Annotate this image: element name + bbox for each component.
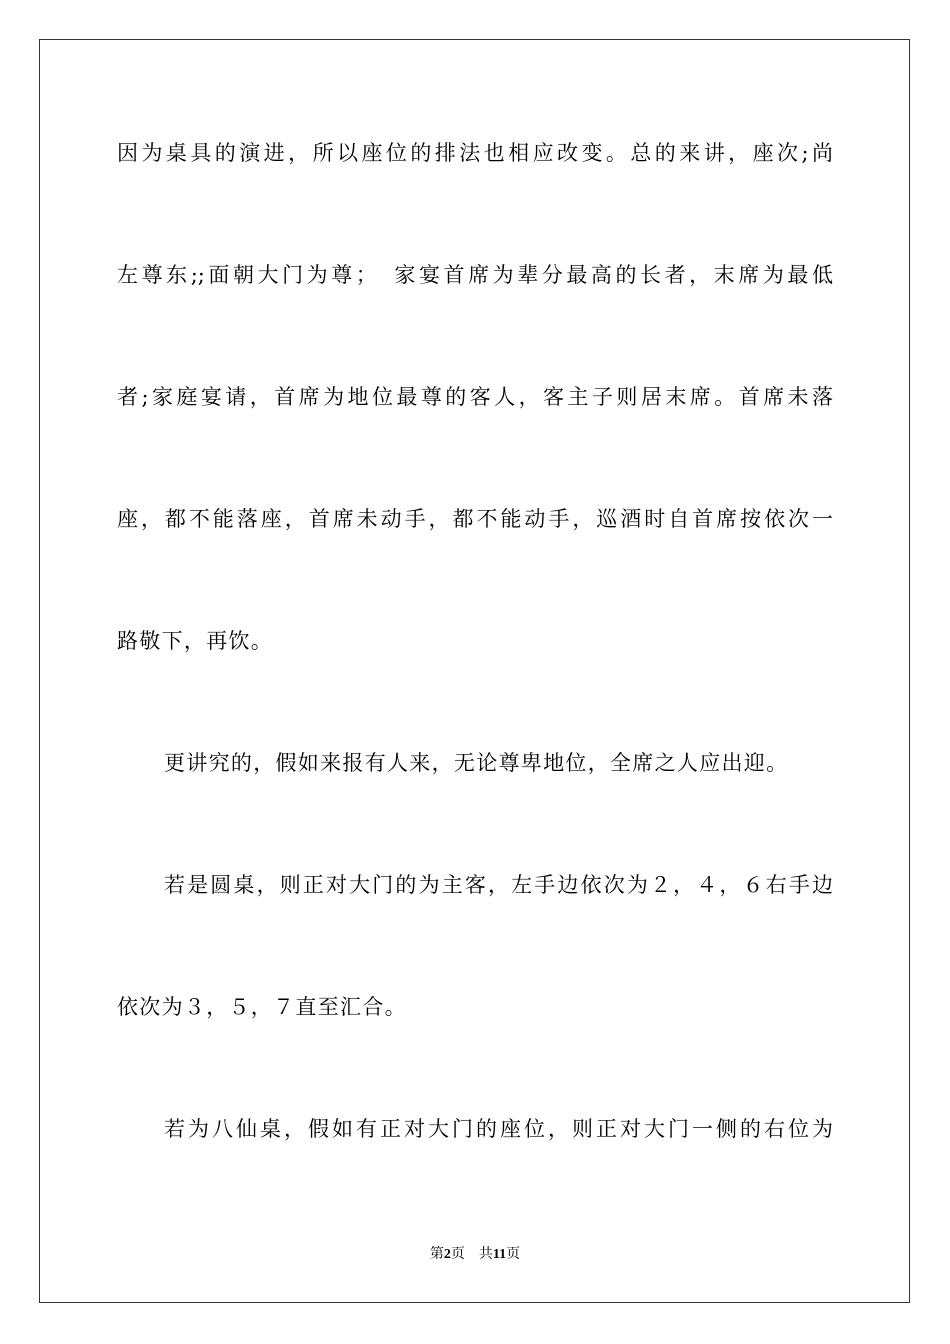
footer-total-prefix: 共 [478, 1247, 493, 1262]
text-line-6: 更讲究的，假如来报有人来，无论尊卑地位，全席之人应出迎。 [164, 751, 789, 775]
text-line-1: 因为桌具的演进，所以座位的排法也相应改变。总的来讲，座次;尚 [117, 141, 833, 165]
text-line-3: 者;家庭宴请，首席为地位最尊的客人，客主子则居末席。首席未落 [117, 385, 833, 409]
footer-page-prefix: 第 [429, 1247, 444, 1262]
footer-page-suffix: 页 [450, 1247, 465, 1262]
footer-page-number: 2 [443, 1247, 451, 1262]
text-line-7: 若是圆桌，则正对大门的为主客，左手边依次为２，４，６右手边 [164, 873, 833, 897]
text-line-8: 依次为３，５，７直至汇合。 [117, 995, 407, 1019]
text-line-5: 路敬下，再饮。 [117, 629, 274, 653]
page-border [39, 39, 910, 1303]
text-line-2: 左尊东;;面朝大门为尊； 家宴首席为辈分最高的长者，末席为最低 [117, 263, 833, 287]
text-line-9: 若为八仙桌，假如有正对大门的座位，则正对大门一侧的右位为 [164, 1117, 833, 1141]
footer-total-suffix: 页 [506, 1247, 521, 1262]
text-line-4: 座，都不能落座，首席未动手，都不能动手，巡酒时自首席按依次一 [117, 507, 833, 531]
footer-total-pages: 11 [492, 1247, 507, 1262]
page-footer [0, 1246, 950, 1264]
